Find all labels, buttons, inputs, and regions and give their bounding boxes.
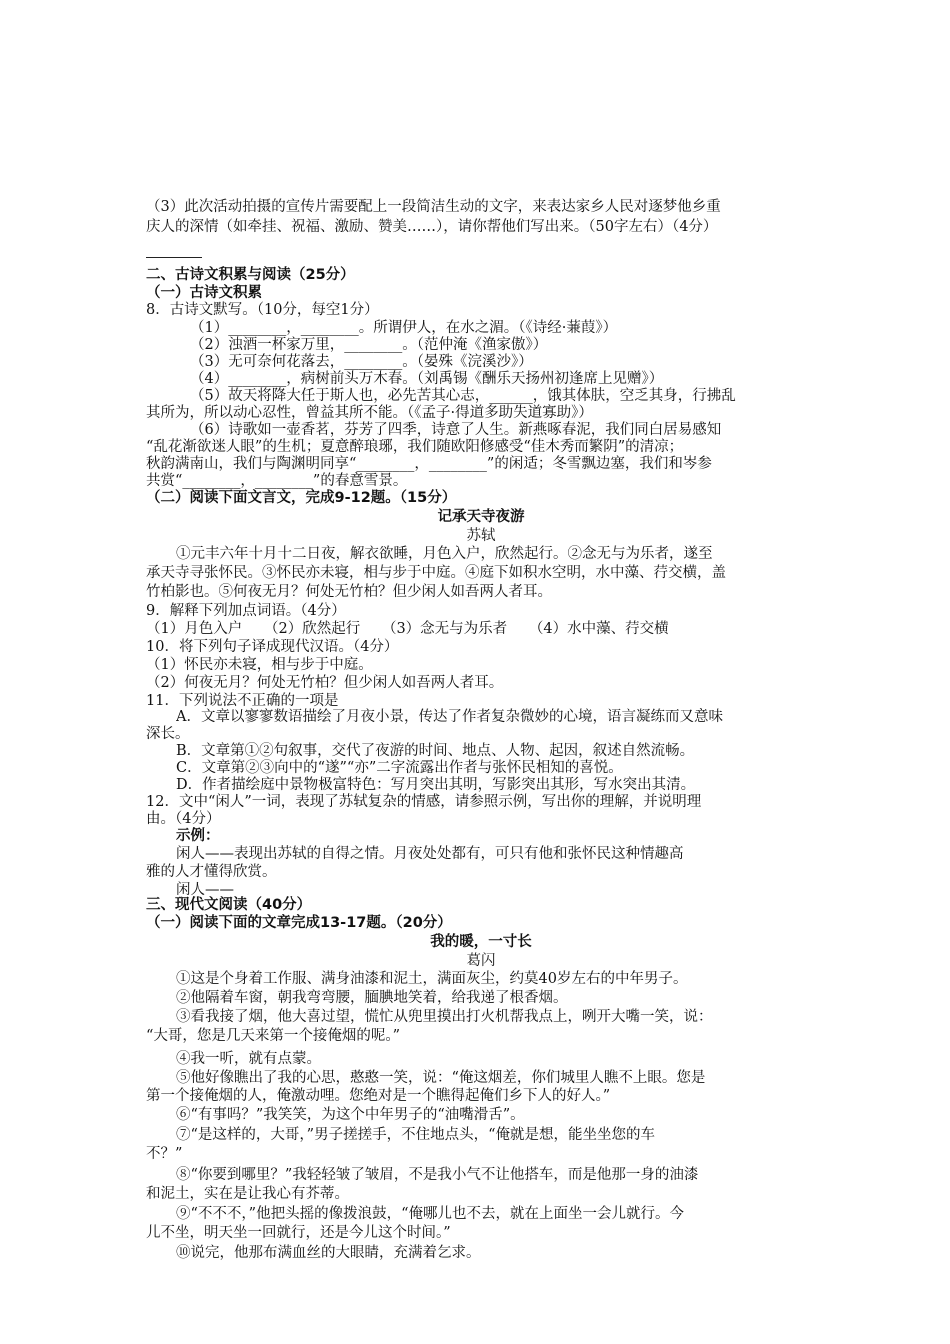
text-line: 闲人——表现出苏轼的自得之情。月夜处处都有，可只有他和张怀民这种情趣高 [176, 846, 684, 862]
text-line: （二）阅读下面文言文，完成9-12题。（15分） [146, 490, 457, 506]
text-line: ④我一听，就有点蒙。 [176, 1051, 321, 1067]
text-line: 10．将下列句子译成现代汉语。（4分） [146, 639, 399, 655]
text-line: ⑩说完，他那布满血丝的大眼睛，充满着乞求。 [176, 1245, 481, 1261]
text-line: “大哥，您是几天来第一个接俺烟的呢。” [146, 1028, 401, 1044]
text-line: 竹柏影也。⑤何夜无月？何处无竹柏？但少闲人如吾两人者耳。 [146, 584, 552, 600]
text-line: 苏轼 [466, 528, 496, 544]
text-line: （一）阅读下面的文章完成13-17题。（20分） [146, 915, 452, 931]
text-line: 不？” [146, 1146, 183, 1162]
text-line: 我的暖，一寸长 [430, 934, 532, 950]
text-line: A．文章以寥寥数语描绘了月夜小景，传达了作者复杂微妙的心境，语言凝练而又意味 [176, 709, 723, 725]
text-line: （1）怀民亦未寝，相与步于中庭。 [146, 657, 373, 673]
text-line: 闲人—— [176, 882, 234, 898]
text-line: 和泥土，实在是让我心有芥蒂。 [146, 1186, 349, 1202]
text-line: （3）此次活动拍摄的宣传片需要配上一段简洁生动的文字，来表达家乡人民对逐梦他乡重 [146, 199, 721, 215]
text-line: （一）古诗文积累 [146, 285, 262, 301]
text-line: 其所为，所以动心忍性，曾益其所不能。（《孟子·得道多助失道寡助》） [146, 405, 593, 421]
text-line: 雅的人才懂得欣赏。 [146, 864, 277, 880]
text-line: 共赏“________，________”的春意雪景。 [146, 473, 408, 489]
text-line: ⑤他好像瞧出了我的心思，憨憨一笑，说：“俺这烟差，你们城里人瞧不上眼。您是 [176, 1070, 706, 1086]
text-line: 三、现代文阅读（40分） [146, 897, 312, 913]
text-line: （5）故天将降大任于斯人也，必先苦其心志，______，饿其体肤，空乏其身，行拂乱 [190, 388, 736, 404]
text-line: “乱花渐欲迷人眼”的生机；夏意醉琅琊，我们随欧阳修感受“佳木秀而繁阴”的清凉； [146, 439, 684, 455]
text-line: ⑥“有事吗？”我笑笑，为这个中年男子的“油嘴滑舌”。 [176, 1107, 525, 1123]
text-line: 深长。 [146, 726, 190, 742]
text-line: （2）浊酒一杯家万里，________。（范仲淹《渔家傲》） [190, 337, 548, 353]
text-line: 9．解释下列加点词语。（4分） [146, 603, 346, 619]
text-line: （1）________，________。所谓伊人，在水之湄。（《诗经·蒹葭》） [190, 320, 618, 336]
answer-blank-line [146, 257, 202, 258]
text-line: 记承天寺夜游 [437, 509, 525, 525]
text-line: 庆人的深情（如牵挂、祝福、激励、赞美……），请你帮他们写出来。（50字左右）（4分） [146, 219, 718, 235]
text-line: （3）无可奈何花落去，________。（晏殊《浣溪沙》） [190, 354, 533, 370]
text-line: ③看我接了烟，他大喜过望，慌忙从兜里摸出打火机帮我点上，咧开大嘴一笑，说： [176, 1009, 713, 1025]
text-line: 承天寺寻张怀民。③怀民亦未寝，相与步于中庭。④庭下如积水空明，水中藻、荇交横，盖 [146, 565, 726, 581]
text-line: 8．古诗文默写。（10分，每空1分） [146, 302, 379, 318]
text-line: 秋韵满南山，我们与陶渊明同享“________，________”的闲适；冬雪飘边塞，我们和岑参 [146, 456, 712, 472]
text-line: ⑦“是这样的，大哥，”男子搓搓手，不住地点头，“俺就是想，能坐坐您的车 [176, 1127, 655, 1143]
text-line: 二、古诗文积累与阅读（25分） [146, 267, 355, 283]
text-line: 第一个接俺烟的人，俺激动哩。您绝对是一个瞧得起俺们乡下人的好人。” [146, 1088, 611, 1104]
text-line: （2）何夜无月？何处无竹柏？但少闲人如吾两人者耳。 [146, 675, 504, 691]
text-line: 11．下列说法不正确的一项是 [146, 693, 339, 709]
text-line: 儿不坐，明天坐一回就行，还是今儿这个时间。” [146, 1225, 451, 1241]
text-line: （4）________，病树前头万木春。（刘禹锡《酬乐天扬州初逢席上见赠》） [190, 371, 664, 387]
text-line: ⑧“你要到哪里？”我轻轻皱了皱眉，不是我小气不让他搭车，而是他那一身的油漆 [176, 1167, 699, 1183]
text-line: （6）诗歌如一壶香茗，芬芳了四季，诗意了人生。新燕啄春泥，我们同白居易感知 [190, 422, 722, 438]
text-line: B．文章第①②句叙事，交代了夜游的时间、地点、人物、起因，叙述自然流畅。 [176, 743, 695, 759]
text-line: ⑨“不不不，”他把头摇的像拨浪鼓，“俺哪儿也不去，就在上面坐一会儿就行。今 [176, 1206, 684, 1222]
text-line: D．作者描绘庭中景物极富特色：写月突出其明，写影突出其形，写水突出其清。 [176, 777, 696, 793]
text-line: ①元丰六年十月十二日夜，解衣欲睡，月色入户，欣然起行。②念无与为乐者，遂至 [176, 546, 713, 562]
text-line: 由。（4分） [146, 811, 221, 827]
text-line: 示例： [176, 828, 220, 844]
text-line: C．文章第②③向中的“遂”“亦”二字流露出作者与张怀民相知的喜悦。 [176, 760, 623, 776]
text-line: ②他隔着车窗，朝我弯弯腰，腼腆地笑着，给我递了根香烟。 [176, 990, 568, 1006]
text-line: （1）月色入户 （2）欣然起行 （3）念无与为乐者 （4）水中藻、荇交横 [146, 621, 669, 637]
text-line: ①这是个身着工作服、满身油漆和泥土，满面灰尘，约莫40岁左右的中年男子。 [176, 971, 688, 987]
text-line: 葛闪 [466, 953, 496, 969]
text-line: 12．文中“闲人”一词，表现了苏轼复杂的情感，请参照示例，写出你的理解，并说明理 [146, 794, 702, 810]
